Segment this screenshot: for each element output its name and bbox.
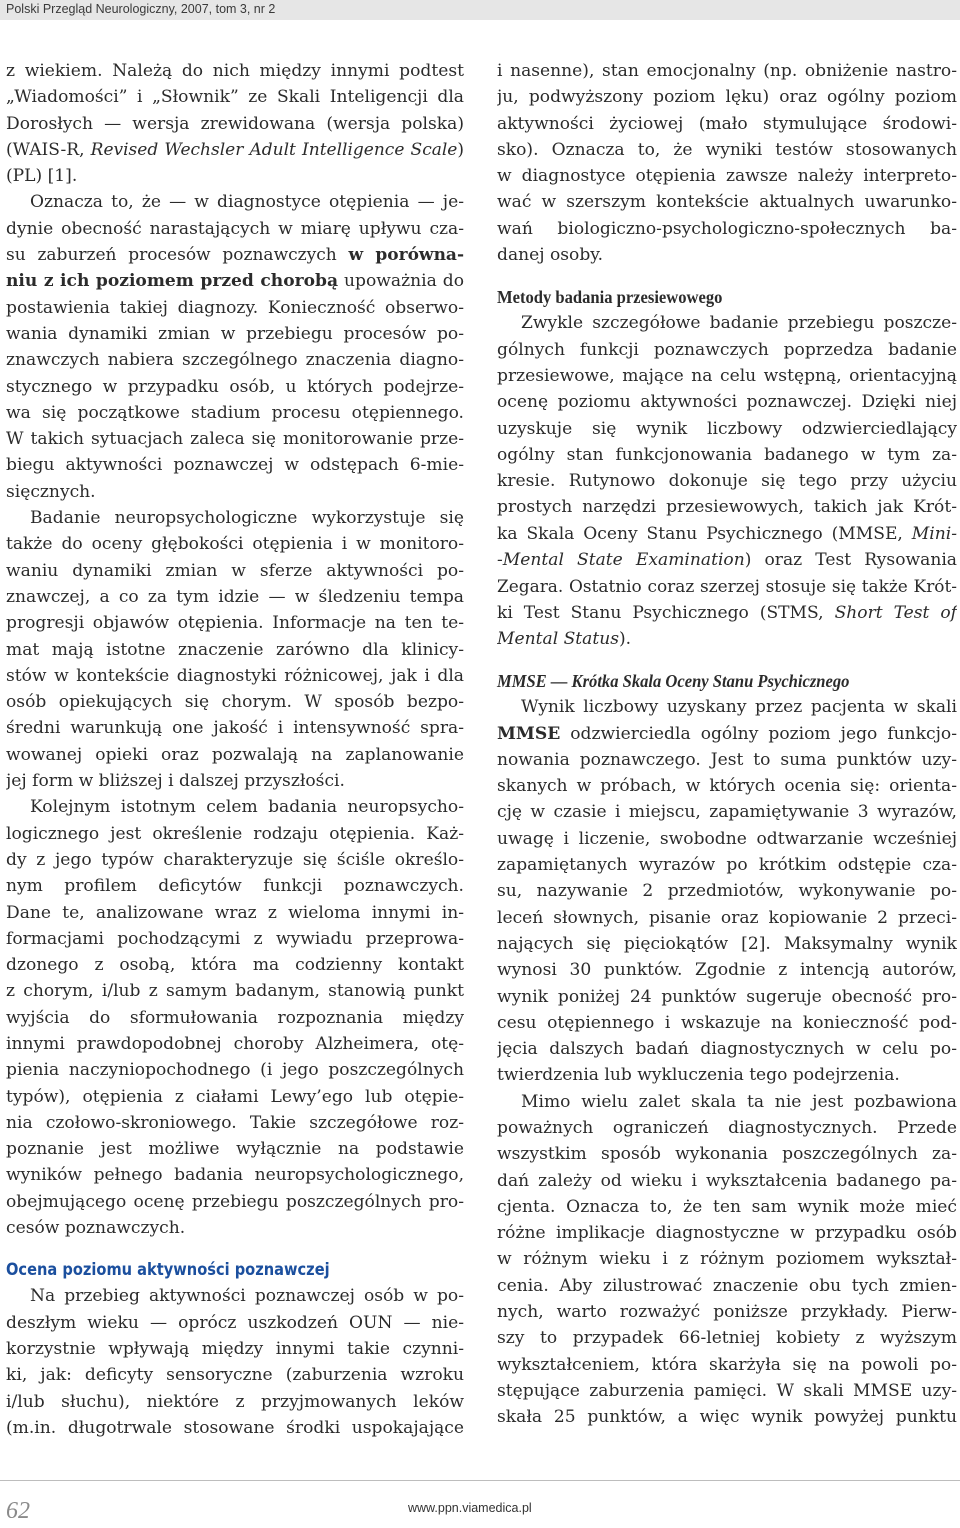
- right-text-column: [497, 58, 957, 1431]
- text-line: wania dynamiki zmian w przebiegu procesów po-: [6, 323, 464, 344]
- text-line: znawczej, a co za tym idzie — w śledzeniu tempa: [6, 586, 464, 607]
- spacer: [6, 1241, 464, 1257]
- text-line: stępujące zaburzenia pamięci. W skali MMSE uzy-: [497, 1380, 957, 1401]
- text-line: sięcznych.: [6, 481, 96, 502]
- text-line: Zegara. Ostatnio coraz szerzej stosuje się także Krót-: [497, 576, 957, 597]
- text-line: wowanej opieki oraz pozwalają na zaplanowanie: [6, 744, 464, 765]
- text-line: biegu aktywności poznawczej w odstępach 6-mie-: [6, 455, 464, 476]
- spacer: [497, 268, 957, 284]
- text-line: w różnym wieku i z różnym poziomem wykształ-: [497, 1249, 957, 1270]
- text-line: [6, 295, 464, 321]
- text-line: jęcia dalszych badań diagnostycznych w celu po-: [497, 1039, 957, 1060]
- text-line: Mental Status).: [497, 628, 632, 649]
- paragraph: [6, 505, 464, 794]
- italic-term: Short Test of: [834, 602, 957, 623]
- text-line: twierdzenia lub wykluczenia tego podejrzenia.: [497, 1065, 900, 1086]
- text-line: nia czołowo-skroniowego. Takie szczegółowe roz-: [6, 1112, 464, 1133]
- text-line: z chorym, i/lub z samym badanym, stanowią punkt: [6, 981, 464, 1002]
- text-line: wać w szerszym kontekście aktualnych uwarunko-: [497, 192, 957, 213]
- text-line: przesiewowe, mające na celu wstępną, orientacyjną: [497, 365, 957, 386]
- italic-term: -Mental State Examination: [497, 550, 745, 571]
- text-fragment: postawienia takiej diagnozy.: [6, 297, 259, 318]
- text-line: nych, warto rozważyć poniższe przykłady. Pierw-: [497, 1302, 957, 1323]
- subsection-heading: MMSE — Krótka Skala Oceny Stanu Psychicznego: [497, 671, 850, 692]
- text-line: nowania poznawczego. Jest to suma punktów uzy-: [497, 749, 957, 770]
- text-line: wynosi 30 punktów. Zgodnie z intencją autorów,: [497, 960, 957, 981]
- text-line: (PL) [1].: [6, 166, 78, 187]
- text-line: wszystkim sposób wykonania poszczególnych za-: [497, 1144, 957, 1165]
- spacer: [497, 652, 957, 668]
- text-line: gólnych funkcji poznawczych poprzedza badanie: [497, 339, 957, 360]
- text-line: MMSE odzwierciedla ogólny poziom jego funkcjo-: [497, 723, 957, 744]
- text-line: wań biologiczno-psychologiczno-społecznych ba-: [497, 218, 957, 239]
- text-line: logicznego jest określenie rodzaju otępienia. Każ-: [6, 823, 464, 844]
- text-line: [6, 242, 464, 268]
- text-line: Dane te, analizowane wraz z wieloma innymi in-: [6, 902, 464, 923]
- paragraph: [497, 310, 957, 652]
- text-line: [6, 268, 464, 294]
- journal-citation: Polski Przegląd Neurologiczny, 2007, tom 3, nr 2: [6, 2, 276, 16]
- text-line: uwagę i liczenie, swobodne odtwarzanie wcześniej: [497, 828, 957, 849]
- italic-term: Revised Wechsler Adult Intelligence Scale: [90, 139, 458, 160]
- text-line: znawczych nabiera szczególnego znaczenia diagno-: [6, 350, 464, 371]
- text-line: średni warunkują one jakość i intensywność spra-: [6, 718, 464, 739]
- paragraph: [6, 794, 464, 1241]
- text-line: zapamiętanych wyrazów po krótkim odstępie cza-: [497, 855, 957, 876]
- text-line: poznanie jest możliwe wyłącznie na podstawie: [6, 1139, 464, 1160]
- page-number: 62: [6, 1498, 30, 1524]
- text-line: (m.in. długotrwale stosowane środki uspokajające: [6, 1417, 464, 1438]
- text-line: skanych w próbach, w których ocenia się: orienta-: [497, 776, 957, 797]
- text-line: wa się początkowe stadium procesu otępiennego.: [6, 402, 464, 423]
- text-line: ka Skala Oceny Stanu Psychicznego (MMSE, Mini-: [497, 523, 957, 544]
- text-line: mat mają istotne znaczenie zarówno dla klinicy-: [6, 639, 464, 660]
- text-line: skała 25 punktów, a więc wynik powyżej punktu: [497, 1407, 957, 1428]
- text-line: z wiekiem. Należą do nich między innymi podtest: [6, 61, 464, 81]
- section-heading: Ocena poziomu aktywności poznawczej: [6, 1260, 330, 1281]
- text-line: kresie. Rutynowo dokonuje się tego przy użyciu: [497, 471, 957, 492]
- left-text-column: [6, 58, 464, 1441]
- text-line: su, nazywanie 2 przedmiotów, wykonywanie po-: [497, 881, 957, 902]
- text-line: korzystnie wpływają między innymi takie czynni-: [6, 1338, 464, 1359]
- text-line: nym profilem deficytów funkcji poznawczych.: [6, 876, 464, 897]
- text-line: (WAIS-R, Revised Wechsler Adult Intelligence Scale): [6, 139, 464, 160]
- text-line: jej form w bliższej i dalszej przyszłości.: [6, 771, 345, 792]
- journal-website: www.ppn.viamedica.pl: [408, 1501, 532, 1515]
- text-line: wyników pełnego badania neuropsychologicznego,: [6, 1165, 464, 1186]
- text-line: ogólny stan funkcjonowania badanego w tym za-: [497, 444, 957, 465]
- text-line: wykształceniem, która skarżyła się na powoli po-: [497, 1354, 957, 1375]
- text-line: leceń słownych, pisanie oraz kopiowanie 2 przeci-: [497, 907, 957, 928]
- bold-phrase: MMSE: [497, 723, 561, 744]
- italic-term: Mental Status: [497, 628, 620, 649]
- text-fragment: upoważnia do: [338, 271, 464, 292]
- text-line: waniu dynamiki zmian w sferze aktywności po-: [6, 560, 464, 581]
- text-line: Oznacza to, że — w diagnostyce otępienia — je-: [30, 192, 464, 213]
- text-line: szy to przypadek 66-letniej kobiety z wyższym: [497, 1328, 957, 1349]
- text-line: Zwykle szczegółowe badanie przebiegu poszcze-: [521, 313, 957, 334]
- text-line: osób opiekujących się chorym. W sposób bezpo-: [6, 692, 464, 713]
- text-line: cesów poznawczych.: [6, 1218, 186, 1239]
- text-line: także do oceny głębokości otępienia i w monitoro-: [6, 534, 464, 555]
- text-line: wyjścia do sformułowania rozpoznania między: [6, 1007, 464, 1028]
- text-line: pienia naczyniopochodnego (i jego poszczególnych: [6, 1060, 464, 1081]
- text-line: progresji objawów otępienia. Informacje na ten te-: [6, 613, 464, 634]
- footer-divider: [0, 1480, 960, 1481]
- bold-phrase: w porówna-: [348, 245, 464, 266]
- text-line: dań zależy od wieku i wykształcenia badanego pa-: [497, 1170, 957, 1191]
- text-fragment: Konieczność obserwo-: [267, 297, 464, 318]
- paragraph: [497, 58, 957, 268]
- journal-header-bar: [0, 0, 960, 20]
- text-line: nających się pięciokątów [2]. Maksymalny wynik: [497, 933, 957, 954]
- text-line: ju, podwyższony poziom lęku) oraz ogólny poziom: [497, 87, 957, 108]
- text-line: cję w czasie i miejscu, zapamiętywanie 3 wyrazów,: [497, 802, 957, 823]
- paragraph: [497, 1089, 957, 1431]
- text-line: cesu otępiennego i wskazuje na konieczność pod-: [497, 1012, 957, 1033]
- text-line: uzyskuje się wynik liczbowy odzwierciedlający: [497, 418, 957, 439]
- text-fragment: su zaburzeń procesów poznawczych: [6, 245, 337, 266]
- text-line: dy z jego typów charakteryzuje się ściśle określo-: [6, 849, 464, 870]
- subsection-heading: Metody badania przesiewowego: [497, 287, 723, 308]
- text-line: prostych narzędzi przesiewowych, takich jak Krót-: [497, 497, 957, 518]
- text-line: formacjami pochodzącymi z wywiadu przeprowa-: [6, 928, 464, 949]
- text-line: cenia. Aby zilustrować znaczenie obu tych zmien-: [497, 1275, 957, 1296]
- text-line: cjenta. Oznacza to, że ten sam wynik może mieć: [497, 1196, 957, 1217]
- text-line: Kolejnym istotnym celem badania neuropsycho-: [30, 797, 464, 818]
- text-line: ocenę poziomu aktywności poznawczej. Dzięki niej: [497, 392, 957, 413]
- text-line: dzonego z osobą, która ma codzienny kontakt: [6, 955, 464, 976]
- text-line: Badanie neuropsychologiczne wykorzystuje się: [30, 508, 464, 529]
- text-line: „Wiadomości” i „Słownik” ze Skali Inteligencji dla: [6, 87, 464, 108]
- bold-phrase: niu z ich poziomem przed chorobą: [6, 271, 339, 292]
- text-line: W takich sytuacjach zaleca się monitorowanie prze-: [6, 429, 464, 450]
- text-line: ki Test Stanu Psychicznego (STMS, Short Test of: [497, 602, 957, 623]
- text-line: różne implikacje diagnostyczne w przypadku osób: [497, 1223, 957, 1244]
- paragraph: [6, 189, 464, 505]
- text-line: stycznego w przypadku osób, u których podejrze-: [6, 376, 464, 397]
- text-line: deszłym wieku — oprócz uszkodzeń OUN — nie-: [6, 1312, 464, 1333]
- text-line: wynik poniżej 24 punktów sugeruje obecność pro-: [497, 986, 957, 1007]
- text-line: aktywności życiowej (mało stymulujące środowi-: [497, 113, 957, 134]
- text-line: Wynik liczbowy uzyskany przez pacjenta w skali: [521, 697, 957, 718]
- text-line: i nasenne), stan emocjonalny (np. obniżenie nastro-: [497, 61, 957, 81]
- text-line: -Mental State Examination) oraz Test Rysowania: [497, 550, 957, 571]
- text-line: sko). Oznacza to, że wyniki testów stosowanych: [497, 139, 957, 160]
- paragraph: [6, 1283, 464, 1441]
- paragraph: [6, 58, 464, 189]
- text-line: w diagnostyce otępienia zawsze należy interpreto-: [497, 166, 957, 187]
- text-line: poważnych ograniczeń diagnostycznych. Przede: [497, 1117, 957, 1138]
- text-line: Dorosłych — wersja zrewidowana (wersja polska): [6, 113, 464, 134]
- italic-term: Mini-: [911, 523, 957, 544]
- text-line: i/lub słuchu), niektóre z przyjmowanych leków: [6, 1391, 464, 1412]
- text-line: Mimo wielu zalet skala ta nie jest pozbawiona: [521, 1091, 957, 1112]
- text-line: innymi prawdopodobnej choroby Alzheimera, otę-: [6, 1033, 464, 1054]
- text-line: Na przebieg aktywności poznawczej osób w po-: [30, 1286, 464, 1307]
- text-line: dynie obecność narastających w miarę upływu cza-: [6, 218, 464, 239]
- text-line: obejmującego ocenę przebiegu poszczególnych pro-: [6, 1191, 464, 1212]
- paragraph: [497, 694, 957, 1088]
- text-line: danej osoby.: [497, 245, 604, 266]
- text-line: stów w kontekście diagnostyki różnicowej, jak i dla: [6, 665, 464, 686]
- text-line: typów), otępienia z ciałami Lewy’ego lub otępie-: [6, 1086, 464, 1107]
- text-line: ki, jak: deficyty sensoryczne (zaburzenia wzroku: [6, 1365, 464, 1386]
